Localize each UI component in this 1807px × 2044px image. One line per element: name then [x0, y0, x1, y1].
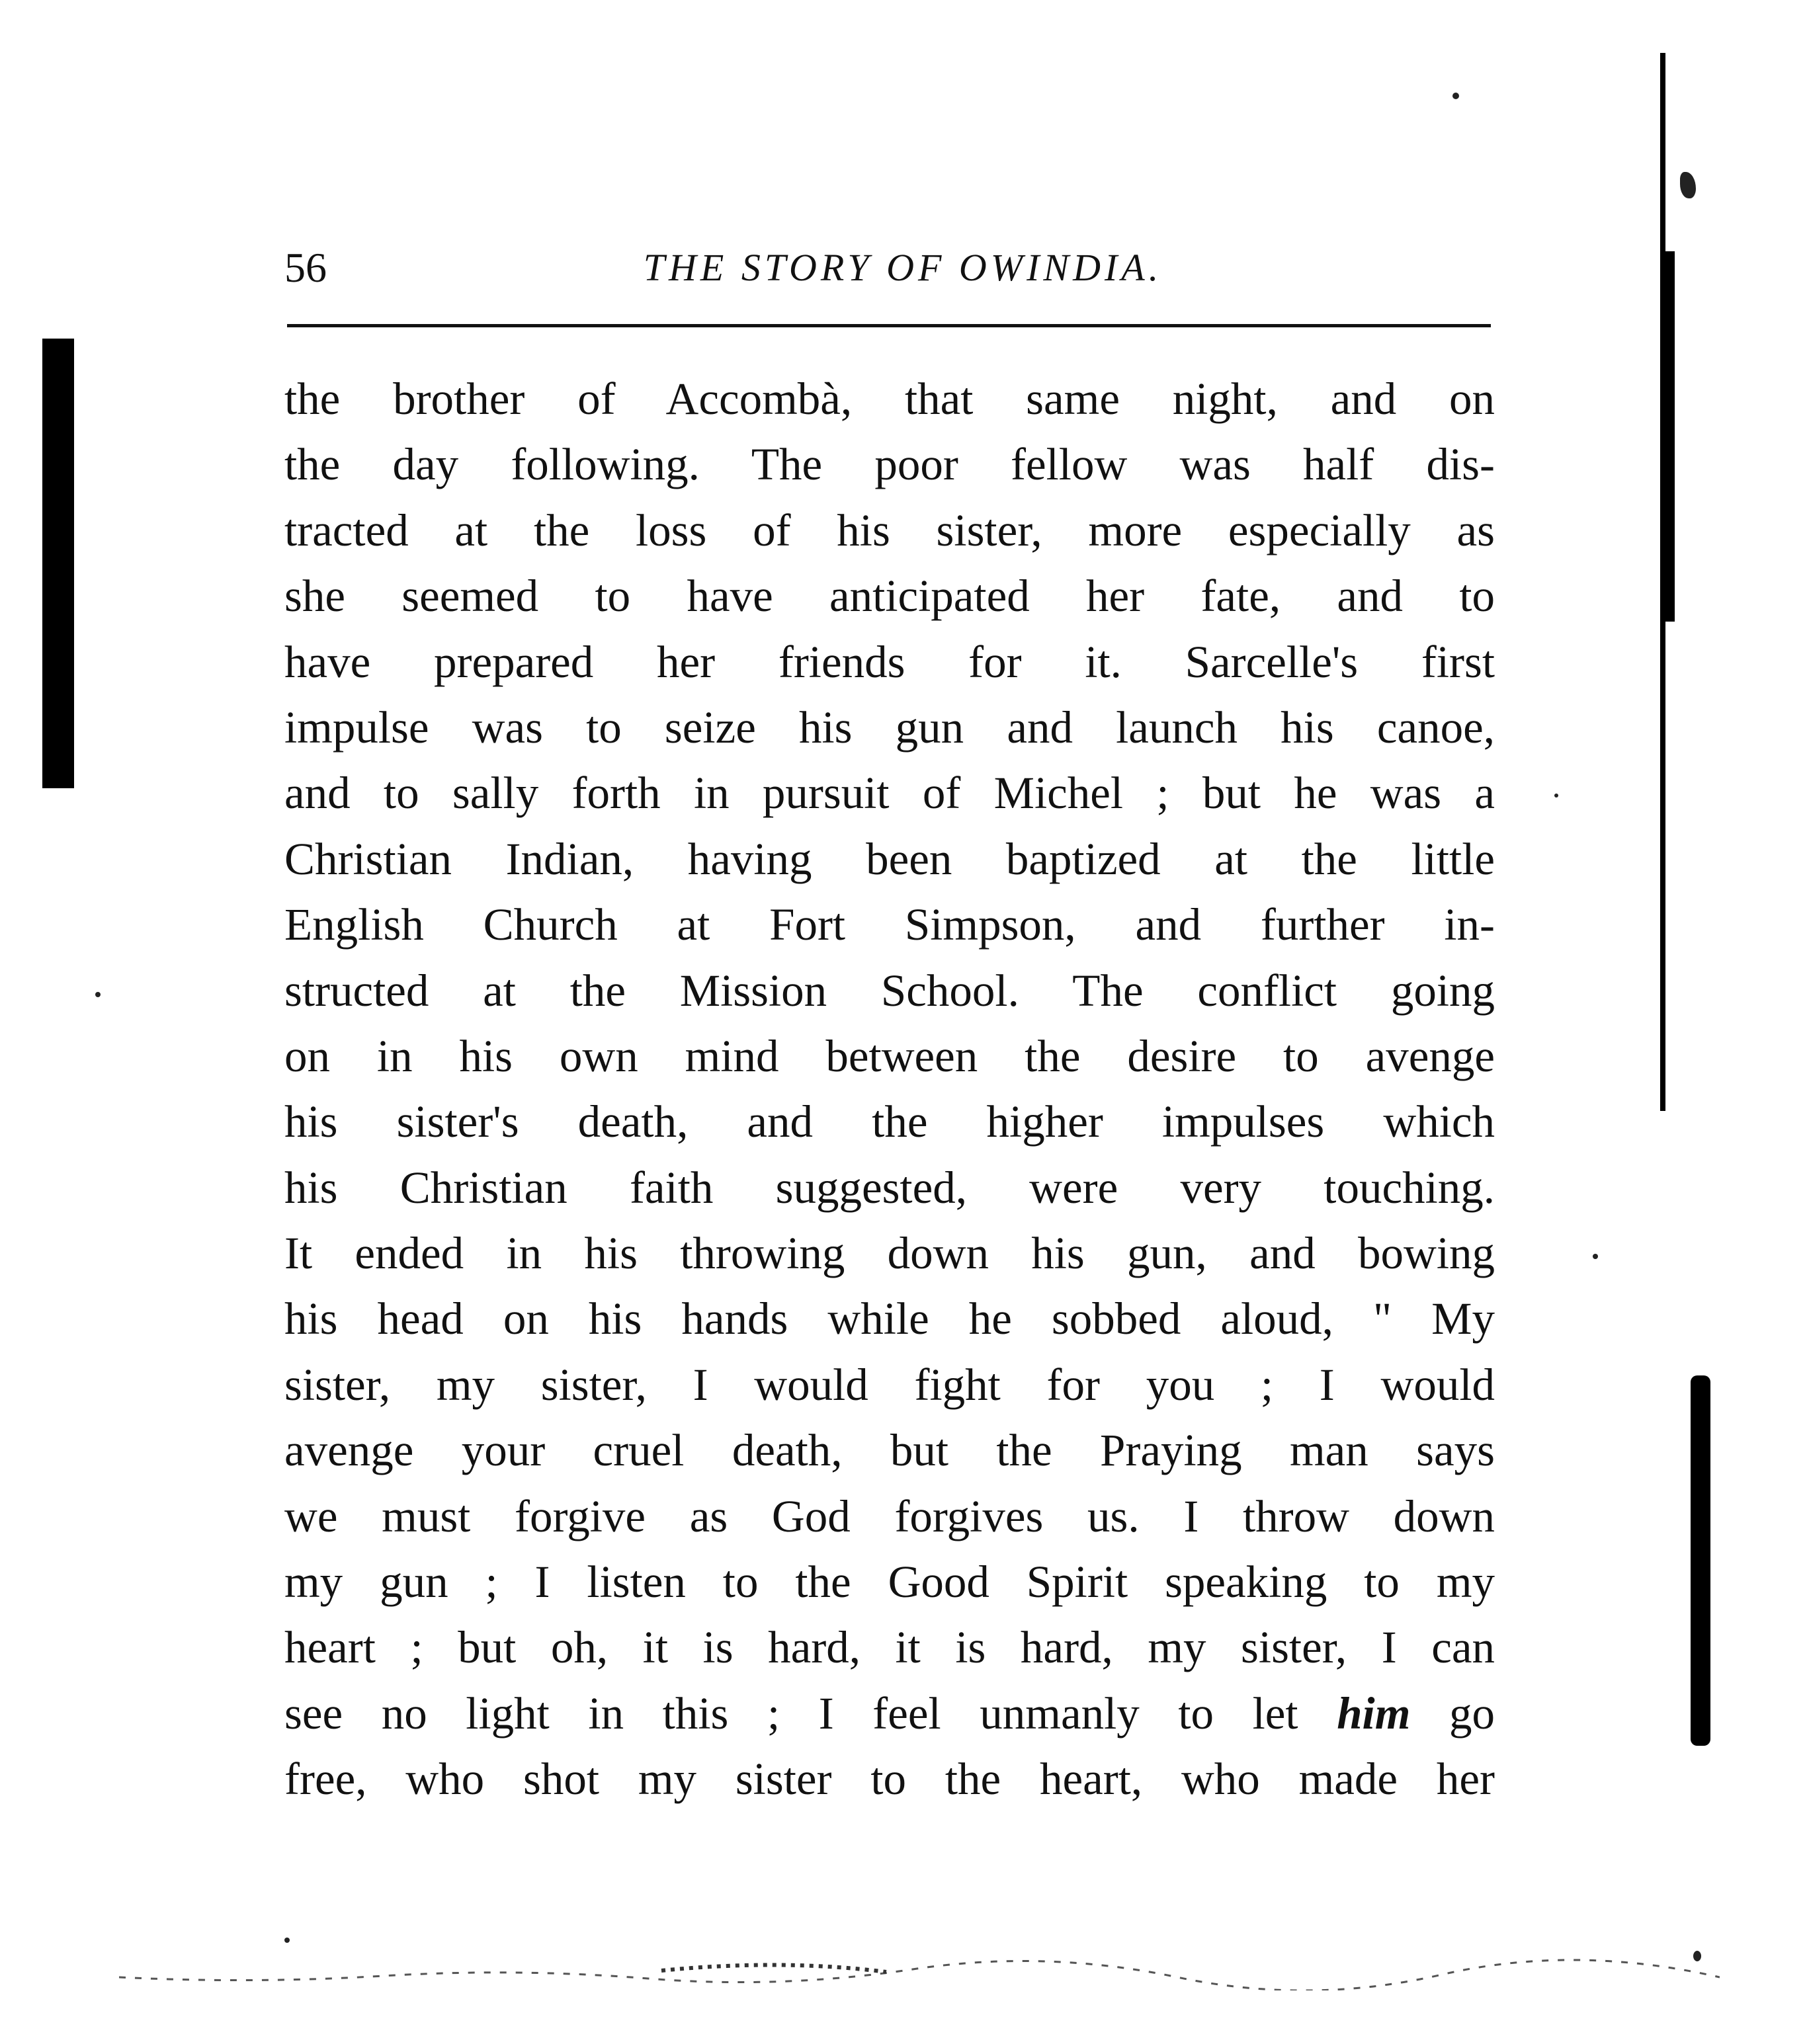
text-run: go	[1410, 1688, 1495, 1738]
text-line: on in his own mind between the desire to avenge	[284, 1030, 1495, 1081]
text-line: the day following. The poor fellow was half dis-	[284, 439, 1495, 490]
text-line: structed at the Mission School. The conflict going	[284, 965, 1495, 1016]
text-line: his sister's death, and the higher impulses which	[284, 1096, 1495, 1147]
text-line: Christian Indian, having been baptized at the little	[284, 833, 1495, 884]
running-header	[284, 238, 1495, 298]
text-line: my gun ; I listen to the Good Spirit speaking to my	[284, 1557, 1495, 1608]
text-line: his head on his hands while he sobbed aloud, " My	[284, 1293, 1495, 1344]
text-line: his Christian faith suggested, were very touching.	[284, 1162, 1495, 1213]
scan-speck	[284, 1938, 290, 1943]
scan-speck	[1554, 794, 1558, 797]
text-line: sister, my sister, I would fight for you ; I would	[284, 1359, 1495, 1410]
text-line: heart ; but oh, it is hard, it is hard, my sister, I can	[284, 1622, 1495, 1673]
text-line: the brother of Accombà, that same night, and on	[284, 374, 1495, 424]
text-line: It ended in his throwing down his gun, and bowing	[284, 1228, 1495, 1279]
header-rule	[287, 324, 1491, 327]
scan-speck	[1452, 93, 1459, 99]
scan-speck	[95, 992, 101, 997]
text-line: tracted at the loss of his sister, more especially as	[284, 505, 1495, 555]
text-line: and to sally forth in pursuit of Michel ; but he was a	[284, 768, 1495, 819]
text-line: English Church at Fort Simpson, and further in-	[284, 899, 1495, 950]
text-run: see no light in this ; I feel unmanly to let	[284, 1688, 1337, 1738]
text-line: she seemed to have anticipated her fate, and to	[284, 571, 1495, 622]
scan-bottom-noise	[119, 1957, 1720, 1990]
body-text	[284, 366, 1495, 1813]
text-line	[284, 1681, 1495, 1746]
page-number: 56	[284, 244, 327, 291]
text-line: avenge your cruel death, but the Praying man says	[284, 1425, 1495, 1476]
text-line: we must forgive as God forgives us. I throw down	[284, 1491, 1495, 1541]
scan-edge-shadow-left	[42, 339, 74, 788]
scan-edge-shadow-right-top	[1660, 251, 1675, 622]
scan-speck	[1680, 172, 1696, 198]
scan-speck	[1593, 1254, 1598, 1259]
emphasized-word: him	[1337, 1688, 1411, 1738]
text-line: impulse was to seize his gun and launch his canoe,	[284, 702, 1495, 753]
text-line: free, who shot my sister to the heart, who made her	[284, 1754, 1495, 1805]
scan-edge-shadow-right-bottom	[1691, 1375, 1710, 1746]
running-title: THE STORY OF OWINDIA.	[643, 246, 1163, 289]
text-line: have prepared her friends for it. Sarcelle's first	[284, 636, 1495, 687]
